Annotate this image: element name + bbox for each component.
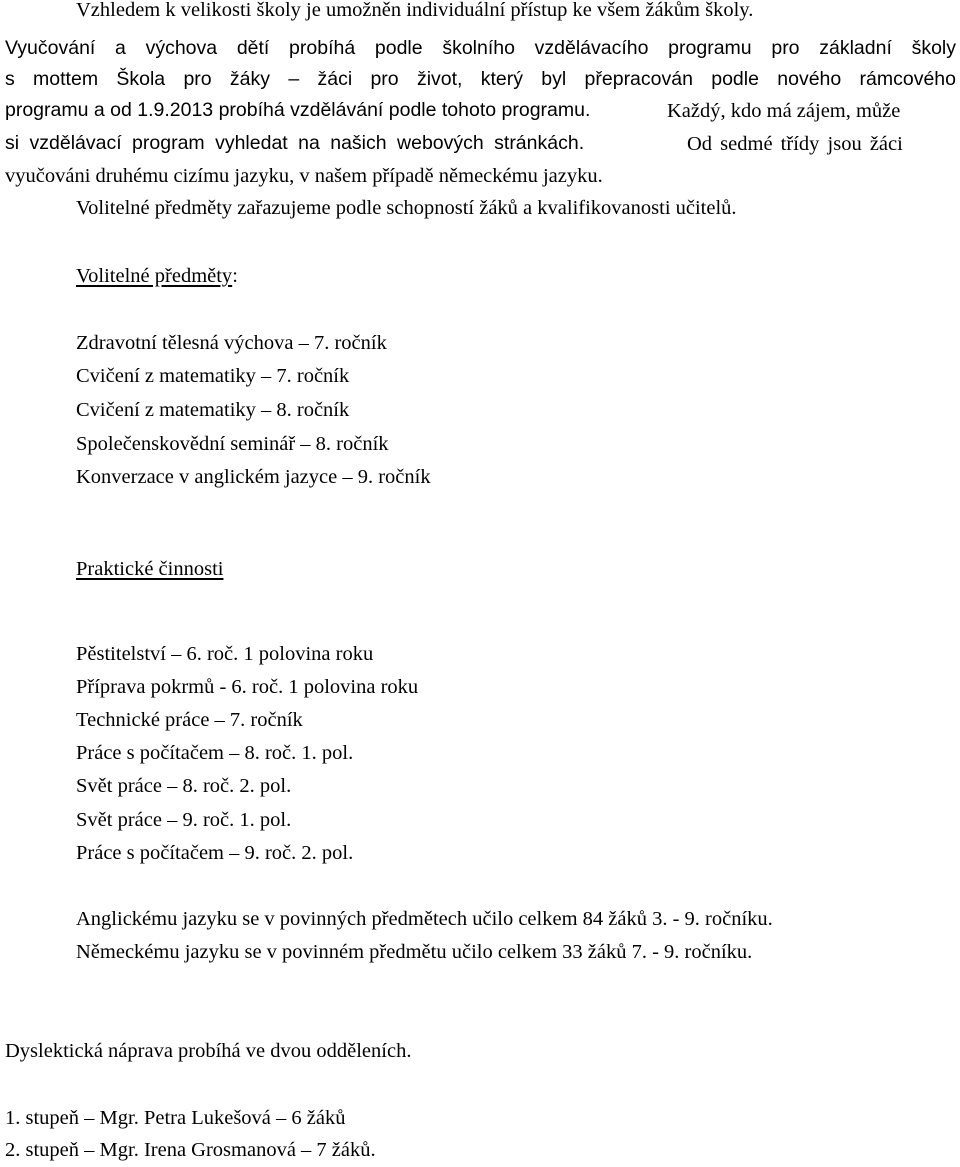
- intro-line-3: s mottem Škola pro žáky – žáci pro život, který byl přepracován podle nového rámcového: [5, 68, 956, 90]
- practical-item: Pěstitelství – 6. roč. 1 polovina roku: [76, 643, 374, 665]
- elective-item: Cvičení z matematiky – 7. ročník: [76, 365, 350, 387]
- practical-item: Příprava pokrmů - 6. roč. 1 polovina roku: [76, 676, 419, 698]
- electives-heading-colon: :: [232, 265, 238, 287]
- intro-line-4a: programu a od 1.9.2013 probíhá vzdělávání podle tohoto programu.: [5, 99, 591, 121]
- dyslexia-item: 2. stupeň – Mgr. Irena Grosmanová – 7 žáků.: [5, 1139, 376, 1161]
- intro-line-4b: Každý, kdo má zájem, může: [667, 100, 901, 122]
- intro-line-5b: Od sedmé třídy jsou žáci: [687, 133, 903, 155]
- electives-heading: [76, 266, 238, 287]
- english-language-note: Anglickému jazyku se v povinných předmětech učilo celkem 84 žáků 3. - 9. ročníku.: [76, 908, 773, 930]
- intro-line-1: Vzhledem k velikosti školy je umožněn individuální přístup ke všem žákům školy.: [76, 0, 754, 21]
- practical-item: Práce s počítačem – 8. roč. 1. pol.: [76, 742, 354, 764]
- practical-item: Technické práce – 7. ročník: [76, 709, 303, 731]
- electives-heading-text: Volitelné předměty: [76, 265, 233, 287]
- elective-item: Společenskovědní seminář – 8. ročník: [76, 433, 389, 455]
- intro-line-6: vyučováni druhému cizímu jazyku, v našem případě německému jazyku.: [5, 165, 603, 187]
- intro-line-7: Volitelné předměty zařazujeme podle schopností žáků a kvalifikovanosti učitelů.: [76, 197, 737, 219]
- intro-line-5a: si vzdělávací program vyhledat na našich webových stránkách.: [5, 132, 585, 154]
- intro-line-2: Vyučování a výchova dětí probíhá podle školního vzdělávacího programu pro základní školy: [5, 37, 956, 59]
- practical-item: Svět práce – 9. roč. 1. pol.: [76, 809, 292, 831]
- elective-item: Cvičení z matematiky – 8. ročník: [76, 399, 350, 421]
- elective-item: Zdravotní tělesná výchova – 7. ročník: [76, 332, 387, 354]
- practical-item: Práce s počítačem – 9. roč. 2. pol.: [76, 842, 354, 864]
- dyslexia-item: 1. stupeň – Mgr. Petra Lukešová – 6 žáků: [5, 1107, 346, 1129]
- practical-heading: [76, 559, 223, 580]
- dyslexia-intro: Dyslektická náprava probíhá ve dvou odděleních.: [5, 1040, 412, 1062]
- elective-item: Konverzace v anglickém jazyce – 9. ročník: [76, 466, 431, 488]
- practical-heading-text: Praktické činnosti: [76, 558, 224, 580]
- practical-item: Svět práce – 8. roč. 2. pol.: [76, 775, 292, 797]
- german-language-note: Německému jazyku se v povinném předmětu učilo celkem 33 žáků 7. - 9. ročníku.: [76, 941, 753, 963]
